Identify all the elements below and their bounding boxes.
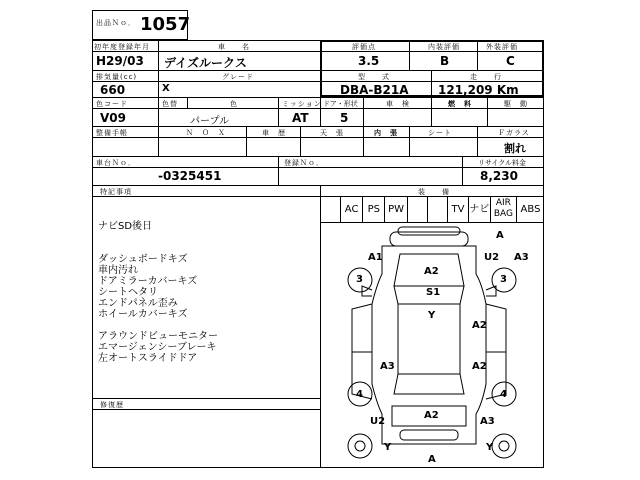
glass-label: Ｆガラス (498, 129, 530, 137)
chassis-label: 車台Ｎｏ． (96, 159, 136, 167)
note-line (98, 243, 318, 254)
vehicle-inspection-label: 車 検 (386, 100, 410, 108)
damage-front-right: U2 (484, 252, 500, 263)
lot-number: 1057 (140, 14, 191, 35)
mileage-label: 走 行 (470, 73, 502, 81)
model-label: 型 式 (358, 73, 390, 81)
nox-label: Ｎ Ｏ Ｘ (186, 129, 226, 137)
damage-roof: Y (428, 310, 436, 321)
note-line: エマージェンシーブレーキ (98, 342, 217, 353)
inner-lining-label: 内 張 (374, 129, 398, 137)
equip-tv: TV (448, 196, 468, 222)
damage-right-wheel-cover: Y (486, 442, 494, 453)
mission-label: ミッション (282, 100, 322, 108)
manual-label: 整備手帳 (96, 129, 128, 137)
damage-front-right-corner: A3 (514, 252, 529, 263)
reg-label: 初年度登録年月 (94, 43, 150, 51)
notes-label: 特記事項 (100, 188, 132, 196)
displacement: 660 (100, 83, 126, 97)
damage-front-left: A1 (368, 252, 383, 263)
grade-label: グレード (222, 73, 254, 81)
name-label: 車 名 (218, 43, 250, 51)
note-line: ドアミラーカバーキズ (98, 276, 198, 287)
interior-grade-label: 内装評価 (428, 43, 460, 51)
color-label: 色 (230, 100, 238, 108)
equip-blank-2 (428, 196, 448, 222)
equipment-label: 装 備 (418, 188, 450, 196)
tire-front-right: 3 (500, 274, 507, 285)
damage-hood: A2 (424, 266, 439, 277)
fuel-label: 燃 料 (448, 100, 472, 108)
recycle-label: リサイクル料金 (478, 159, 527, 167)
mileage: 121,209 Km (438, 83, 519, 97)
damage-windshield: S1 (426, 287, 441, 298)
interior-grade-value: B (440, 54, 450, 68)
damage-rear-gate: A2 (424, 410, 439, 421)
chassis-number: -0325451 (158, 169, 222, 183)
drive-label: 駆 動 (504, 100, 528, 108)
equip-navi: ナビ (469, 196, 491, 222)
note-line: シートヘタリ (98, 287, 158, 298)
damage-left-rear-door: A3 (380, 361, 395, 372)
note-line: ホイールカバーキズ (98, 309, 188, 320)
model-code: DBA-B21A (340, 83, 409, 97)
damage-right-front-door: A2 (472, 320, 487, 331)
exterior-grade-value: C (506, 54, 515, 68)
damage-rear-bumper: A (428, 454, 436, 465)
note-line: ナビSD後日 (98, 221, 153, 232)
color-change-label: 色替 (162, 100, 178, 108)
equip-ac: AC (341, 196, 363, 222)
score-value: 3.5 (358, 54, 380, 68)
equip-abs: ABS (520, 204, 541, 215)
cc-label: 排気量(cc) (96, 73, 138, 81)
score-label: 評価点 (352, 43, 376, 51)
note-line: ダッシュボードキズ (98, 254, 188, 265)
doors: 5 (340, 111, 349, 125)
note-line: アラウンドビューモニター (98, 331, 218, 342)
recycle-fee: 8,230 (480, 169, 518, 183)
damage-left-wheel-cover: Y (384, 442, 392, 453)
front-glass-value: 割れ (504, 142, 526, 155)
seat-label: シート (428, 129, 452, 137)
color-code-label: 色コード (96, 100, 128, 108)
note-line: 左オートスライドドア (98, 353, 198, 364)
history-label: 車 歴 (262, 129, 286, 137)
car-name: デイズルークス (164, 56, 247, 70)
lot-label: 出品Ｎｏ． (96, 19, 136, 27)
equip-blank-1 (408, 196, 428, 222)
repair-history-label: 修復歴 (100, 401, 124, 409)
equip-airbag: AIR BAG (491, 196, 517, 222)
note-line: 車内汚れ (98, 265, 138, 276)
damage-front-bumper: A (496, 230, 504, 241)
equip-pw: PW (385, 196, 407, 222)
reg-no-label: 登録Ｎｏ． (284, 159, 324, 167)
car-diagram (322, 224, 542, 466)
grade: X (162, 83, 170, 94)
doors-label: ドア・形状 (323, 100, 358, 108)
equipment-grid (340, 196, 544, 222)
note-line (98, 232, 318, 243)
mission: AT (292, 111, 309, 125)
registration-date: H29/03 (96, 54, 144, 68)
note-line: エンドパネル歪み (98, 298, 178, 309)
damage-rear-right: A3 (480, 416, 495, 427)
damage-rear-left: U2 (370, 416, 386, 427)
color: パープル (190, 116, 230, 127)
tire-rear-right: 4 (500, 389, 507, 400)
note-line (98, 320, 318, 331)
notes-list (98, 221, 318, 364)
roof-label: 天 張 (320, 129, 344, 137)
color-code: V09 (100, 111, 126, 125)
tire-front-left: 3 (356, 274, 363, 285)
tire-rear-left: 4 (356, 389, 363, 400)
exterior-grade-label: 外装評価 (486, 43, 518, 51)
damage-right-rear-door: A2 (472, 361, 487, 372)
equip-ps: PS (363, 196, 385, 222)
